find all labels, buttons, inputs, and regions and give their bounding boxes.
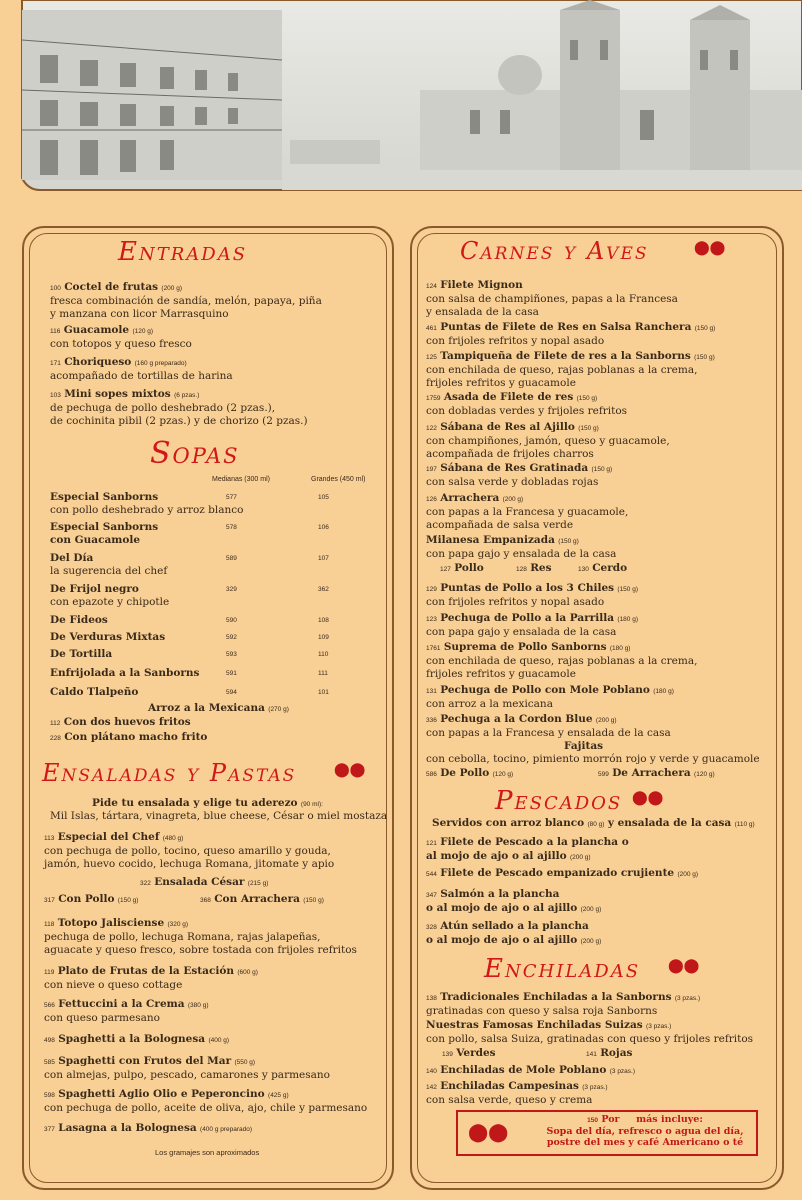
sopa-grandes-code: 362	[318, 586, 329, 593]
plaza-engraving	[0, 0, 802, 205]
sopa-medianas-code: 593	[226, 651, 237, 658]
sopa-row: De Verduras Mixtas	[50, 631, 166, 643]
section-title-pescados: Pescados	[495, 786, 623, 816]
owl-logo-icon: ⬤⬤	[668, 958, 700, 974]
menu-item: 377 Lasagna a la Bolognesa (400 g preparado)	[44, 1122, 253, 1134]
menu-item: 123 Pechuga de Pollo a la Parrilla (180 g) con papa gajo y ensalada de la casa	[426, 612, 639, 638]
menu-item: 119 Plato de Frutas de la Estación (600 g) con nieve o queso cottage	[44, 965, 258, 991]
sopa-grandes-code: 109	[318, 634, 329, 641]
promo-text: 150 Por más incluye: Sopa del día, refresco o agua del día, postre del mes y café Americano o té	[546, 1114, 744, 1148]
menu-item: 328 Atún sellado a la plancha o al mojo de ajo o al ajillo (200 g)	[426, 920, 602, 946]
pescados-intro: Servidos con arroz blanco (80 g) y ensalada de la casa (110 g)	[432, 817, 755, 829]
fajitas-desc: con cebolla, tocino, pimiento morrón rojo y verde y guacamole	[426, 753, 760, 765]
combo-promo-box	[456, 1110, 758, 1156]
menu-item: Nuestras Famosas Enchiladas Suizas (3 pzas.) con pollo, salsa Suiza, gratinadas con queso y frijoles refritos	[426, 1019, 754, 1045]
menu-item: 127 Pollo	[440, 562, 484, 574]
footnote: Los gramajes son aproximados	[155, 1148, 260, 1157]
sopa-medianas-code: 589	[226, 555, 237, 562]
sopa-medianas-code: 592	[226, 634, 237, 641]
menu-item: 317 Con Pollo (150 g)	[44, 893, 139, 905]
sopa-grandes-code: 107	[318, 555, 329, 562]
sopa-medianas-code: 329	[226, 586, 237, 593]
col-header-medianas: Medianas (300 ml)	[212, 476, 270, 483]
sopa-medianas-code: 594	[226, 689, 237, 696]
arroz-title: Arroz a la Mexicana (270 g)	[148, 702, 289, 714]
sopa-row: Especial Sanborns con pollo deshebrado y arroz blanco	[50, 491, 244, 516]
menu-item: 113 Especial del Chef (480 g) con pechuga de pollo, tocino, queso amarillo y gouda, jamón, huevo cocido, lechuga Romana, jitomate y apio	[44, 831, 335, 870]
menu-item: 138 Tradicionales Enchiladas a la Sanborns (3 pzas.) gratinadas con queso y salsa roja Sanborns	[426, 991, 701, 1017]
sopa-row: De Tortilla	[50, 648, 113, 660]
menu-item: 122 Sábana de Res al Ajillo (150 g) con champiñones, jamón, queso y guacamole, acompañada de frijoles charros	[426, 421, 670, 460]
menu-item: 599 De Arrachera (120 g)	[598, 767, 715, 779]
menu-item: 125 Tampiqueña de Filete de res a la Sanborns (150 g) con enchilada de queso, rajas poblanas a la crema, frijoles refritos y guacamole	[426, 350, 715, 389]
menu-item: 142 Enchiladas Campesinas (3 pzas.) con salsa verde, queso y crema	[426, 1080, 608, 1106]
menu-item: 347 Salmón a la plancha o al mojo de ajo o al ajillo (200 g)	[426, 888, 602, 914]
sopa-row: Enfrijolada a la Sanborns	[50, 667, 200, 679]
sopa-grandes-code: 105	[318, 494, 329, 501]
ensaladas-intro: Pide tu ensalada y elige tu aderezo (90 ml):	[92, 797, 323, 809]
sopa-row: De Fideos	[50, 614, 108, 626]
sopa-medianas-code: 578	[226, 524, 237, 531]
menu-item: 322 Ensalada César (215 g)	[140, 876, 269, 888]
owl-logo-icon: ⬤⬤	[694, 240, 726, 256]
menu-item: Milanesa Empanizada (150 g) con papa gajo y ensalada de la casa	[426, 534, 617, 560]
sopa-medianas-code: 590	[226, 617, 237, 624]
sopa-row: Especial Sanborns con Guacamole	[50, 521, 159, 546]
sopa-grandes-code: 106	[318, 524, 329, 531]
menu-item: 116 Guacamole (120 g) con totopos y queso fresco	[50, 324, 192, 350]
section-title-sopas: Sopas	[150, 436, 240, 471]
section-title-carnes: Carnes y Aves	[460, 237, 649, 265]
menu-item: 130 Cerdo	[578, 562, 628, 574]
menu-item: 140 Enchiladas de Mole Poblano (3 pzas.)	[426, 1064, 636, 1076]
menu-item: 1759 Asada de Filete de res (150 g) con dobladas verdes y frijoles refritos	[426, 391, 628, 417]
owl-logo-icon: ⬤⬤	[334, 762, 366, 778]
menu-item: 103 Mini sopes mixtos (6 pzas.) de pechuga de pollo deshebrado (2 pzas.), de cochinita pibil (2 pzas.) y de chorizo (2 pzas.)	[50, 388, 308, 427]
menu-item: 544 Filete de Pescado empanizado crujiente (200 g)	[426, 867, 699, 879]
menu-item: 129 Puntas de Pollo a los 3 Chiles (150 g) con frijoles refritos y nopal asado	[426, 582, 639, 608]
menu-item: 586 De Pollo (120 g)	[426, 767, 514, 779]
menu-item: 566 Fettuccini a la Crema (380 g) con queso parmesano	[44, 998, 209, 1024]
menu-item: 128 Res	[516, 562, 552, 574]
menu-item: 139 Verdes	[442, 1047, 496, 1059]
fajitas-title: Fajitas	[564, 740, 604, 752]
menu-item: 228 Con plátano macho frito	[50, 731, 208, 743]
menu-item: 171 Choriqueso (160 g preparado) acompañado de tortillas de harina	[50, 356, 233, 382]
sopa-grandes-code: 110	[318, 651, 329, 658]
header-illustration	[0, 0, 802, 205]
sopa-medianas-code: 577	[226, 494, 237, 501]
menu-item: 141 Rojas	[586, 1047, 633, 1059]
menu-item: 598 Spaghetti Aglio Olio e Peperoncino (425 g) con pechuga de pollo, aceite de oliva, ajo, chile y parmesano	[44, 1088, 368, 1114]
menu-item: 498 Spaghetti a la Bolognesa (400 g)	[44, 1033, 230, 1045]
owl-logo-icon: ⬤⬤	[468, 1122, 509, 1143]
sopa-medianas-code: 591	[226, 670, 237, 677]
owl-logo-icon: ⬤⬤	[632, 790, 664, 806]
menu-item: 368 Con Arrachera (150 g)	[200, 893, 324, 905]
sopa-row: Del Día la sugerencia del chef	[50, 552, 168, 577]
menu-item: 124 Filete Mignon con salsa de champiñones, papas a la Francesa y ensalada de la casa	[426, 279, 678, 318]
section-title-entradas: Entradas	[118, 237, 248, 267]
menu-item: 197 Sábana de Res Gratinada (150 g) con salsa verde y dobladas rojas	[426, 462, 613, 488]
menu-item: 112 Con dos huevos fritos	[50, 716, 191, 728]
section-title-ensaladas: Ensaladas y Pastas	[42, 759, 297, 787]
menu-item: 336 Pechuga a la Cordon Blue (200 g) con papas a la Francesa y ensalada de la casa	[426, 713, 671, 739]
menu-item: 461 Puntas de Filete de Res en Salsa Ranchera (150 g) con frijoles refritos y nopal asado	[426, 321, 716, 347]
section-title-enchiladas: Enchiladas	[484, 954, 641, 984]
menu-item: 100 Coctel de frutas (200 g) fresca combinación de sandía, melón, papaya, piña y manzana con licor Marrasquino	[50, 281, 322, 320]
sopa-grandes-code: 101	[318, 689, 329, 696]
menu-item: 121 Filete de Pescado a la plancha o al mojo de ajo o al ajillo (200 g)	[426, 836, 629, 862]
col-header-grandes: Grandes (450 ml)	[311, 476, 366, 483]
ensaladas-dressings: Mil Islas, tártara, vinagreta, blue cheese, César o miel mostaza	[50, 810, 388, 822]
sopa-row: De Frijol negro con epazote y chipotle	[50, 583, 170, 608]
sopa-grandes-code: 111	[318, 670, 328, 677]
menu-item: 131 Pechuga de Pollo con Mole Poblano (180 g) con arroz a la mexicana	[426, 684, 674, 710]
menu-item: 1761 Suprema de Pollo Sanborns (180 g) con enchilada de queso, rajas poblanas a la crema, frijoles refritos y guacamole	[426, 641, 698, 680]
menu-item: 126 Arrachera (200 g) con papas a la Francesa y guacamole, acompañada de salsa verde	[426, 492, 629, 531]
sopa-grandes-code: 108	[318, 617, 329, 624]
menu-item: 118 Totopo Jalisciense (320 g) pechuga de pollo, lechuga Romana, rajas jalapeñas, aguacate y queso fresco, sobre tostada con frijoles refritos	[44, 917, 357, 956]
sopa-row: Caldo Tlalpeño	[50, 686, 139, 698]
menu-item: 585 Spaghetti con Frutos del Mar (550 g) con almejas, pulpo, pescado, camarones y parmesano	[44, 1055, 330, 1081]
